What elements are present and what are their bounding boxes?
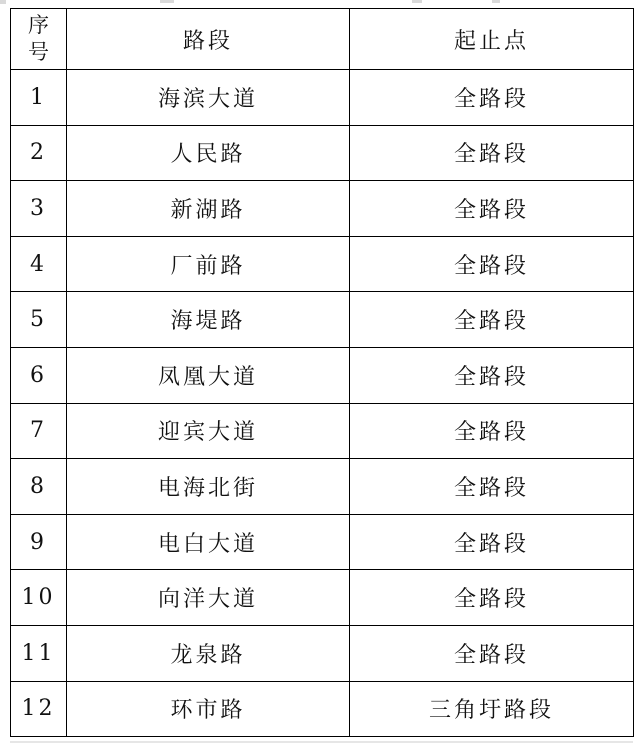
header-road [67, 9, 350, 70]
table-row [11, 347, 634, 403]
header-road-label: 路段 [182, 28, 233, 54]
row-index: 12 [11, 681, 67, 737]
table-row [11, 570, 634, 626]
row-road: 龙泉路 [67, 625, 350, 681]
row-index: 8 [11, 459, 67, 515]
row-index: 3 [11, 181, 67, 237]
row-range: 全路段 [350, 236, 634, 292]
row-range: 全路段 [350, 625, 634, 681]
previous-page-edge-mark [492, 0, 500, 3]
row-road: 电海北街 [67, 459, 350, 515]
row-index: 6 [11, 347, 67, 403]
row-range: 全路段 [350, 403, 634, 459]
row-range: 全路段 [350, 70, 634, 126]
table-row [11, 236, 634, 292]
row-road: 新湖路 [67, 181, 350, 237]
row-road: 厂前路 [67, 236, 350, 292]
row-index: 1 [11, 70, 67, 126]
row-road: 迎宾大道 [67, 403, 350, 459]
table-row [11, 681, 634, 737]
road-section-table [10, 8, 634, 737]
row-road: 人民路 [67, 125, 350, 181]
table-row [11, 70, 634, 126]
row-road: 海滨大道 [67, 70, 350, 126]
row-road: 海堤路 [67, 292, 350, 348]
row-range: 全路段 [350, 125, 634, 181]
row-index: 7 [11, 403, 67, 459]
row-range: 全路段 [350, 347, 634, 403]
header-range [350, 9, 634, 70]
table-row [11, 181, 634, 237]
row-range: 全路段 [350, 292, 634, 348]
table-row [11, 625, 634, 681]
header-index [11, 9, 67, 70]
next-page-edge-rule [10, 741, 633, 743]
row-index: 10 [11, 570, 67, 626]
row-index: 2 [11, 125, 67, 181]
header-index-label: 序号 [28, 13, 49, 64]
previous-page-edge-mark [160, 0, 174, 3]
row-range: 全路段 [350, 514, 634, 570]
row-range: 全路段 [350, 570, 634, 626]
row-road: 向洋大道 [67, 570, 350, 626]
table-row [11, 514, 634, 570]
previous-page-edge-mark [0, 0, 6, 4]
table-row [11, 459, 634, 515]
table-row [11, 292, 634, 348]
row-index: 9 [11, 514, 67, 570]
row-road: 电白大道 [67, 514, 350, 570]
row-road: 凤凰大道 [67, 347, 350, 403]
previous-page-edge-mark [412, 0, 422, 3]
table-row [11, 403, 634, 459]
row-index: 5 [11, 292, 67, 348]
table-header-row [11, 9, 634, 70]
row-range: 三角圩路段 [350, 681, 634, 737]
header-range-label: 起止点 [453, 28, 529, 54]
row-range: 全路段 [350, 459, 634, 515]
row-index: 11 [11, 625, 67, 681]
row-road: 环市路 [67, 681, 350, 737]
row-range: 全路段 [350, 181, 634, 237]
table-row [11, 125, 634, 181]
row-index: 4 [11, 236, 67, 292]
